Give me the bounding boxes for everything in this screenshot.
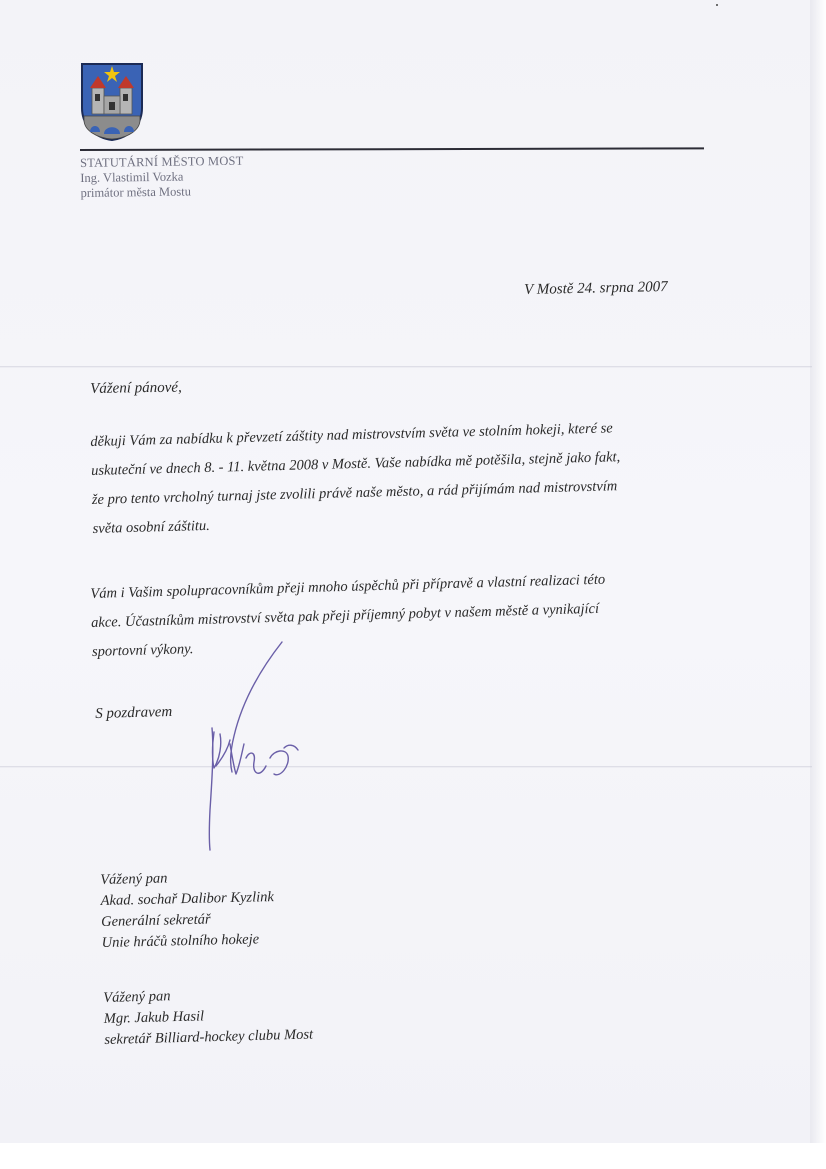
- paragraph-line: akce. Účastníkům mistrovství světa pak přeji příjemný pobyt v našem městě a vynikající: [90, 600, 600, 631]
- paragraph-line: děkuji Vám za nabídku k převzetí záštity nad mistrovstvím světa ve stolním hokeji, které se: [90, 420, 613, 450]
- recipient-line: Vážený pan: [103, 988, 171, 1006]
- recipient-line: Akad. sochař Dalibor Kyzlink: [100, 889, 275, 909]
- letterhead: [80, 154, 244, 201]
- letterhead-organization: STATUTÁRNÍ MĚSTO MOST: [80, 153, 244, 170]
- paragraph-line: sportovní výkony.: [91, 641, 194, 660]
- closing-phrase: S pozdravem: [95, 703, 173, 722]
- letter-date: V Mostě 24. srpna 2007: [524, 278, 668, 298]
- paragraph-line: světa osobní záštitu.: [92, 517, 211, 537]
- paper-edge: [810, 0, 826, 1169]
- recipient-block-1: [100, 866, 275, 954]
- paper-fold-line: [0, 766, 812, 768]
- body-paragraph-1: [90, 412, 703, 544]
- paper-fold-line: [0, 366, 812, 368]
- handwritten-signature-icon: [190, 640, 310, 855]
- recipient-line: Generální sekretář: [100, 911, 211, 930]
- recipient-line: Vážený pan: [100, 870, 168, 888]
- city-coat-of-arms-icon: [80, 62, 144, 142]
- letterhead-position: primátor města Mostu: [80, 184, 192, 200]
- letterhead-name: Ing. Vlastimil Vozka: [80, 169, 184, 185]
- body-paragraph-2: [90, 563, 702, 667]
- paragraph-line: uskuteční ve dnech 8. - 11. května 2008 v Mostě. Vaše nabídka mě potěšila, stejně jako fakt,: [90, 449, 621, 479]
- paper-edge-bottom: [0, 1143, 826, 1169]
- paper-speck: [716, 4, 718, 6]
- salutation: Vážení pánové,: [90, 379, 182, 397]
- recipient-line: Unie hráčů stolního hokeje: [101, 931, 260, 951]
- paragraph-line: Vám i Vašim spolupracovníkům přeji mnoho úspěchů při přípravě a vlastní realizaci této: [90, 571, 606, 602]
- letterhead-rule: [80, 147, 704, 151]
- recipient-line: Mgr. Jakub Hasil: [103, 1008, 205, 1027]
- recipient-block-2: [103, 983, 313, 1051]
- paragraph-line: že pro tento vrcholný turnaj jste zvolili právě naše město, a rád přijímám nad mistrovstvím: [91, 478, 618, 508]
- recipient-line: sekretář Billiard-hockey clubu Most: [104, 1026, 314, 1048]
